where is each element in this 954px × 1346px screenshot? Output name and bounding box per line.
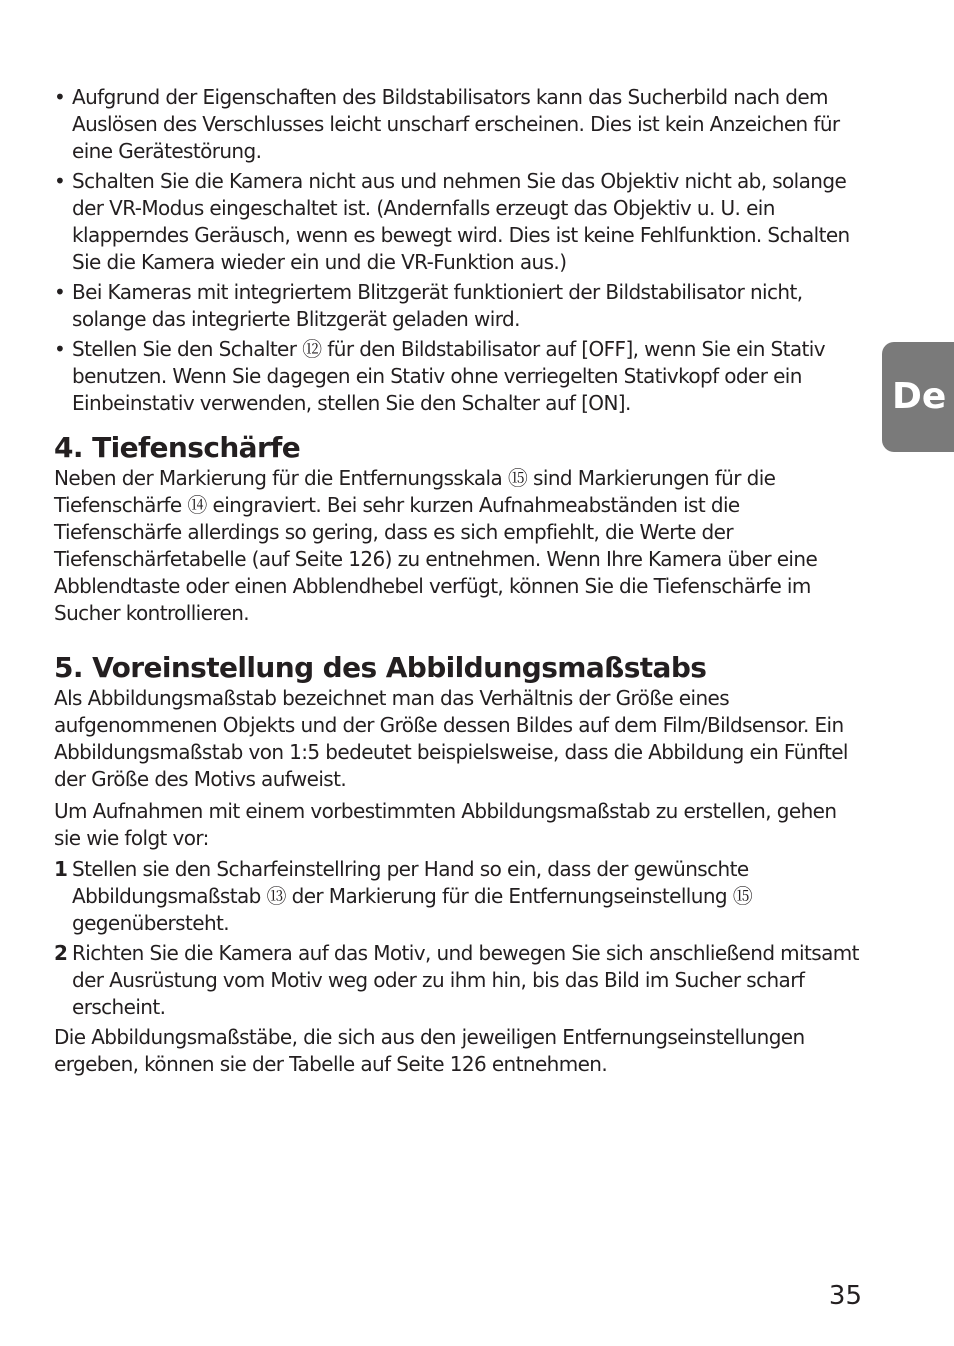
bullet-icon: •	[54, 280, 66, 304]
bullet-text: Bei Kameras mit integriertem Blitzgerät funktioniert der Bildstabilisator nicht, solange das integrierte Blitzgerät geladen wird.	[72, 280, 803, 331]
step-number: 2	[54, 941, 68, 965]
bullet-icon: •	[54, 337, 66, 361]
bullet-text: Schalten Sie die Kamera nicht aus und nehmen Sie das Objektiv nicht ab, solange der VR-Modus eingeschaltet ist. (Andernfalls erzeugt das Objektiv u. U. ein klapperndes Geräusch, wenn es bewegt wird. Dies ist keine Fehlfunktion. Schalten Sie die Kamera wieder ein und die VR-Funktion aus.)	[72, 169, 850, 274]
bullet-text: Stellen Sie den Schalter ⑫ für den Bildstabilisator auf [OFF], wenn Sie ein Stativ benutzen. Wenn Sie dagegen ein Stativ ohne verriegelten Stativkopf oder ein Einbeinstativ verwenden, stellen Sie den Schalter auf [ON].	[72, 337, 825, 415]
section-5-title: 5. Voreinstellung des Abbildungsmaßstabs	[54, 651, 707, 684]
list-item	[54, 168, 866, 276]
step-text: Richten Sie die Kamera auf das Motiv, und bewegen Sie sich anschließend mitsamt der Ausrüstung vom Motiv weg oder zu ihm hin, bis das Bild im Sucher scharf erscheint.	[72, 941, 859, 1019]
list-item	[54, 279, 866, 333]
vr-notes-list	[54, 84, 866, 417]
page-number: 35	[828, 1281, 862, 1311]
list-item	[54, 336, 866, 417]
bullet-icon: •	[54, 169, 66, 193]
section-5-paragraph-1: Als Abbildungsmaßstab bezeichnet man das Verhältnis der Größe eines aufgenommenen Objekts und der Größe dessen Bildes auf dem Film/Bildsensor. Ein Abbildungsmaßstab von 1:5 bedeutet beispielsweise, dass die Abbildung ein Fünftel der Größe des Motivs aufweist.	[54, 686, 848, 791]
list-item	[54, 84, 866, 165]
section-5-paragraph-2: Um Aufnahmen mit einem vorbestimmten Abbildungsmaßstab zu erstellen, gehen sie wie folgt vor:	[54, 799, 837, 850]
section-4-title: 4. Tiefenschärfe	[54, 431, 301, 464]
page-content	[54, 84, 866, 1078]
step-text: Stellen sie den Scharfeinstellring per Hand so ein, dass der gewünschte Abbildungsmaßstab ⑬ der Markierung für die Entfernungseinstellung ⑮ gegenübersteht.	[72, 857, 753, 935]
language-tab: De	[882, 342, 954, 452]
bullet-icon: •	[54, 85, 66, 109]
step-item	[54, 856, 866, 937]
bullet-text: Aufgrund der Eigenschaften des Bildstabilisators kann das Sucherbild nach dem Auslösen des Verschlusses leicht unscharf erscheinen. Dies ist kein Anzeichen für eine Gerätestörung.	[72, 85, 840, 163]
section-5-paragraph-3: Die Abbildungsmaßstäbe, die sich aus den jeweiligen Entfernungseinstellungen ergeben, können sie der Tabelle auf Seite 126 entnehmen.	[54, 1025, 805, 1076]
section-4-text: Neben der Markierung für die Entfernungsskala ⑮ sind Markierungen für die Tiefenschärfe ⑭ eingraviert. Bei sehr kurzen Aufnahmeabständen ist die Tiefenschärfe allerdings so gering, dass es sich empfiehlt, die Werte der Tiefenschärfetabelle (auf Seite 126) zu entnehmen. Wenn Ihre Kamera über eine Abblendtaste oder einen Abblendhebel verfügt, können Sie die Tiefenschärfe im Sucher kontrollieren.	[54, 466, 818, 625]
step-item	[54, 940, 866, 1021]
steps-list	[54, 856, 866, 1021]
step-number: 1	[54, 857, 68, 881]
